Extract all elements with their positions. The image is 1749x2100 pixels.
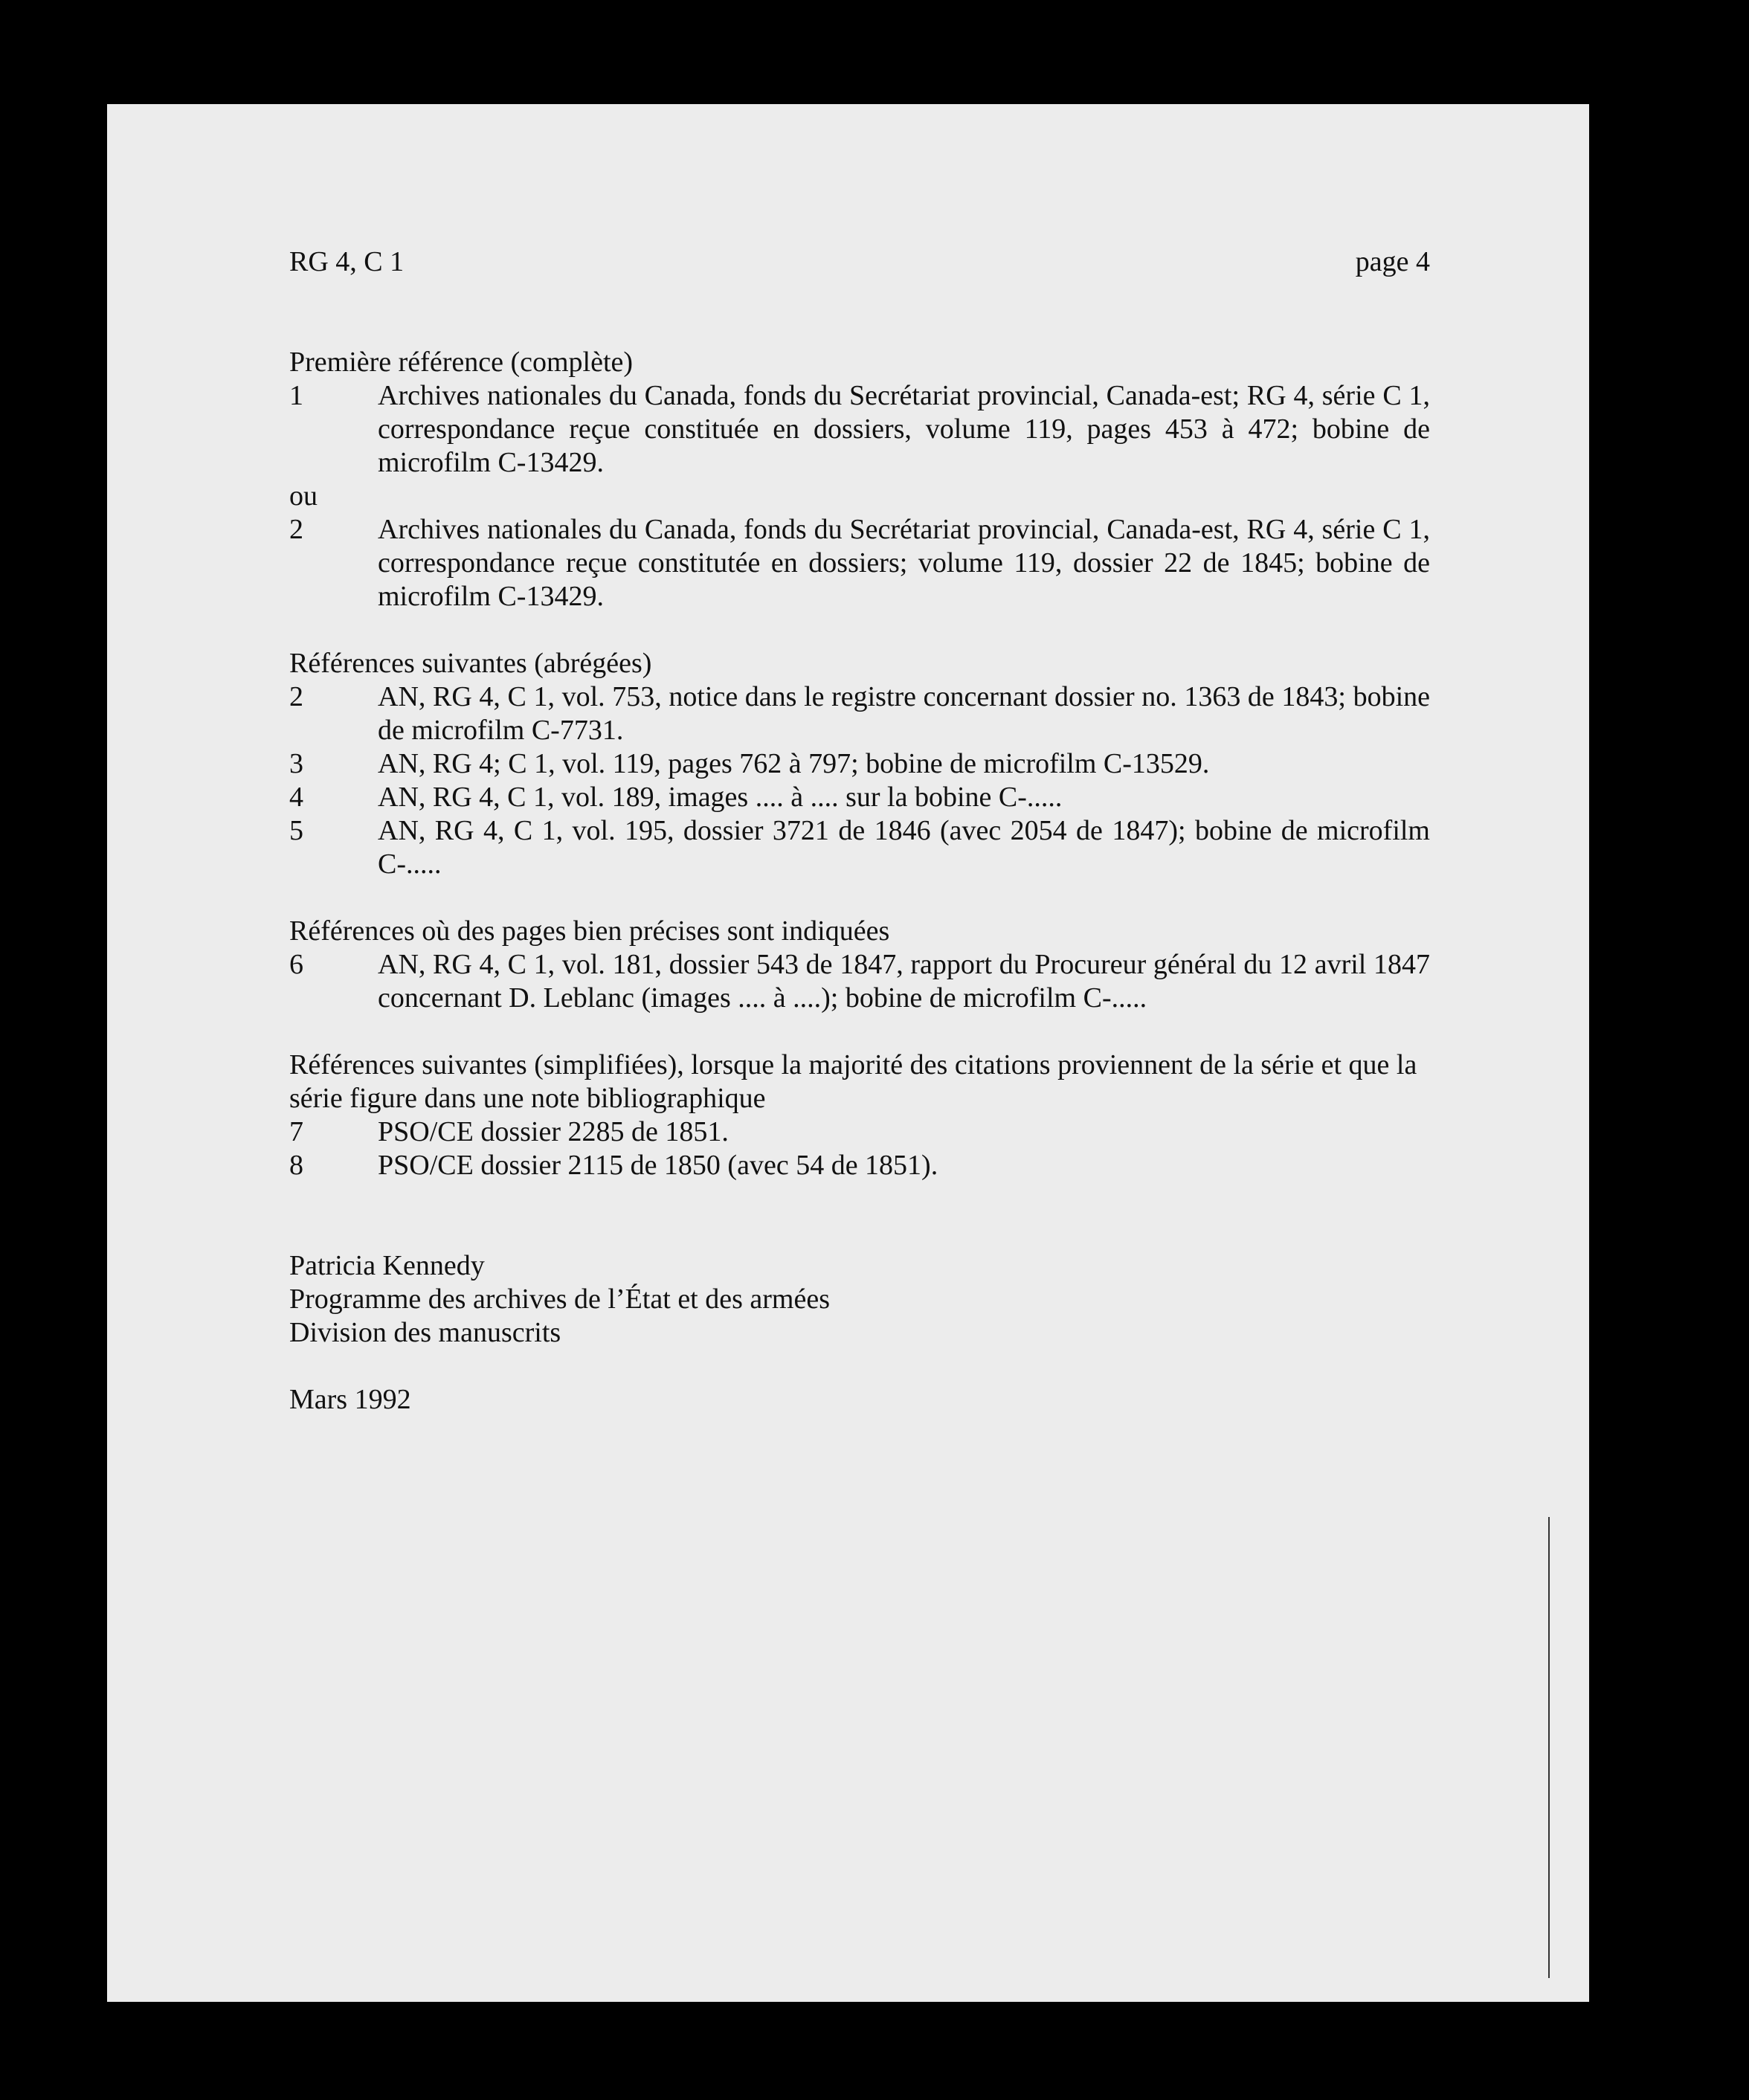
- entry-text: AN, RG 4, C 1, vol. 189, images .... à .... sur la bobine C-.....: [378, 782, 1063, 813]
- reference-entry: [289, 948, 1430, 1015]
- reference-entry: [289, 513, 1430, 613]
- reference-entry: [289, 814, 1430, 881]
- section-heading: Références où des pages bien précises sont indiquées: [289, 915, 890, 947]
- author-division: Division des manuscrits: [289, 1317, 561, 1348]
- section-abbreviated-references: [289, 647, 1430, 881]
- entry-text: Archives nationales du Canada, fonds du Secrétariat provincial, Canada-est; RG 4, série C 1, correspondance reçue constituée en dossiers, volume 119, pages 453 à 472; bobine de microfilm C-13429.: [378, 380, 1430, 478]
- reference-entry: [289, 379, 1430, 480]
- page-number: page 4: [1355, 246, 1430, 277]
- section-heading: Références suivantes (abrégées): [289, 648, 652, 679]
- reference-entry: [289, 1115, 1430, 1149]
- section-simplified-references: [289, 1049, 1430, 1182]
- entry-number: 4: [289, 782, 303, 813]
- series-reference: RG 4, C 1: [289, 246, 405, 277]
- entry-number: 7: [289, 1116, 303, 1147]
- entry-text: PSO/CE dossier 2285 de 1851.: [378, 1116, 729, 1147]
- reference-entry: [289, 1149, 1430, 1182]
- separator-or: ou: [289, 480, 318, 512]
- entry-number: 3: [289, 748, 303, 779]
- page-edge-shadow: [1548, 1517, 1550, 1978]
- entry-number: 2: [289, 681, 303, 712]
- author-program: Programme des archives de l’État et des armées: [289, 1283, 830, 1315]
- entry-number: 2: [289, 514, 303, 545]
- entry-number: 6: [289, 949, 303, 980]
- entry-text: Archives nationales du Canada, fonds du Secrétariat provincial, Canada-est, RG 4, série C 1, correspondance reçue constitutée en dossiers; volume 119, dossier 22 de 1845; bobine de microfilm C-13429.: [378, 514, 1430, 612]
- section-heading: Première référence (complète): [289, 347, 634, 378]
- entry-text: AN, RG 4, C 1, vol. 753, notice dans le registre concernant dossier no. 1363 de 1843; bobine de microfilm C-7731.: [378, 681, 1430, 746]
- author-name: Patricia Kennedy: [289, 1250, 485, 1281]
- section-precise-pages: [289, 915, 1430, 1015]
- reference-entry: [289, 680, 1430, 747]
- entry-text: PSO/CE dossier 2115 de 1850 (avec 54 de 1851).: [378, 1150, 938, 1181]
- section-heading: Références suivantes (simplifiées), lorsque la majorité des citations proviennent de la série et que la série figure dans une note bibliographique: [289, 1049, 1417, 1114]
- entry-number: 8: [289, 1150, 303, 1181]
- reference-entry: [289, 781, 1430, 814]
- document-date: Mars 1992: [289, 1384, 411, 1415]
- reference-entry: [289, 747, 1430, 781]
- section-first-reference: [289, 346, 1430, 613]
- entry-number: 5: [289, 815, 303, 846]
- entry-text: AN, RG 4, C 1, vol. 181, dossier 543 de 1847, rapport du Procureur général du 12 avril 1847 concernant D. Leblanc (images .... à ....); bobine de microfilm C-.....: [378, 949, 1430, 1014]
- page-content: [289, 245, 1430, 1417]
- page-header: [289, 245, 1430, 279]
- entry-number: 1: [289, 380, 303, 411]
- entry-text: AN, RG 4; C 1, vol. 119, pages 762 à 797; bobine de microfilm C-13529.: [378, 748, 1210, 779]
- entry-text: AN, RG 4, C 1, vol. 195, dossier 3721 de 1846 (avec 2054 de 1847); bobine de microfilm C-.....: [378, 815, 1430, 880]
- signature-block: [289, 1249, 1430, 1350]
